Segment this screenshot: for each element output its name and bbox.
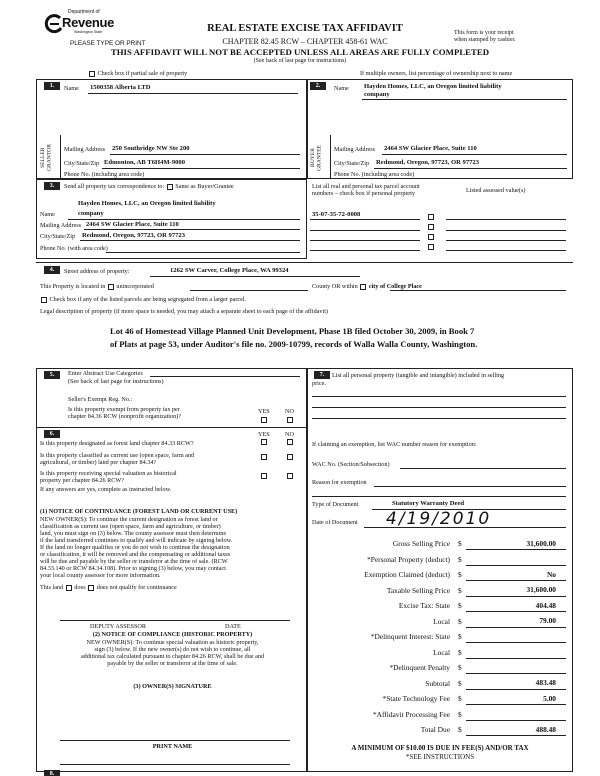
county-or-label: County OR within [312,283,358,290]
partial-sale-checkbox[interactable] [89,71,95,77]
personal-property-label-2: price. [312,380,326,387]
seller-mail[interactable]: 250 Southridge NW Ste 200 [112,145,190,152]
correspondence-label: Send all property tax correspondence to: [64,183,165,190]
this-land-label: This land [40,584,64,591]
receipt-note-2: when stamped by cashier. [454,37,516,43]
seller-name-label: Name [64,85,79,92]
doc-date[interactable]: 4/19/2010 [386,509,492,529]
notice-1-line-8: 84.33.140 or RCW 84.34.108). Prior to signing (3) below, you may contact [40,565,226,572]
abstract-label: Enter Abstract Use Categories [68,370,143,377]
form-instructions: (See back of last page for instructions) [253,58,347,64]
tax-row-currency: $ [458,632,462,641]
tax-row-currency: $ [458,539,462,548]
does-not-checkbox[interactable] [88,585,94,591]
tax-row-value[interactable]: 404.48 [535,600,556,610]
buyer-side-label: BUYER GRANTEE [310,144,323,172]
tax-row-currency: $ [458,678,462,688]
segregated-label: Check box if any of the listed parcels are being segregated from a larger parcel. [49,296,247,303]
tax-row-line [466,580,566,581]
buyer-mail-label: Mailing Address [334,146,376,153]
form-title: REAL ESTATE EXCISE TAX AFFIDAVIT [207,23,403,34]
tax-row-label: Total Due [420,725,450,734]
s6-q3-yes-checkbox[interactable] [261,473,267,479]
s5-yes-label: YES [258,408,270,415]
tax-row-line [466,735,566,736]
buyer-name-label: Name [334,85,349,92]
tax-row-currency: $ [458,616,462,626]
notice-1-line-1: NEW OWNER(S): To continue the current designation as forest land or [40,516,218,523]
unincorporated-checkbox[interactable] [108,284,114,290]
s6-q2-yes-checkbox[interactable] [261,454,267,460]
tax-row-label: *Personal Property (deduct) [367,554,450,564]
notice-1-line-5: If the land no longer qualifies or you do not wish to continue the designation [40,544,230,551]
notice-1-line-3: land, you must sign on (3) below. The county assessor must then determine [40,530,227,537]
tax-row-label: Exemption Claimed (deduct) [364,570,450,579]
city-checkbox[interactable] [360,284,366,290]
does-checkbox[interactable] [66,585,72,591]
doc-date-label: Date of Document [312,519,358,526]
tax-row-line [466,549,566,550]
doc-type[interactable]: Statutory Warranty Deed [392,500,465,507]
dept-logo [44,8,116,38]
corr-city-label: City/State/Zip [40,233,76,240]
section-5-badge: 5. [44,371,60,379]
corr-mail[interactable]: 2464 SW Glacier Place, Suite 110 [86,221,179,228]
buyer-phone-label: Phone No. (including area code) [334,171,415,178]
receipt-note-1: This form is your receipt [454,30,514,36]
buyer-mail[interactable]: 2464 SW Glacier Place, Suite 110 [384,145,477,152]
does-not-label: does not qualify for continuance [96,584,177,591]
seller-city[interactable]: Edmonton, AB T6H4M-9000 [104,159,186,166]
street-label: Street address of property: [64,268,130,275]
tax-row-line [466,689,566,690]
abstract-sub: (See back of last page for instructions) [68,378,164,385]
tax-row-currency: $ [458,601,462,610]
tax-row-currency: $ [458,585,462,595]
exempt-reg-label: Seller's Exempt Reg. No.: [68,396,133,403]
parcels-heading-1: List all real and personal tax parcel account [312,183,420,190]
tax-row-label: *Affidavit Processing Fee [372,709,450,719]
tax-row-line [466,611,566,612]
notice-1-title: (1) NOTICE OF CONTINUANCE (FOREST LAND OR CURRENT USE) [40,508,238,515]
s6-if-yes: If any answers are yes, complete as instructed below. [40,486,172,493]
notice-1-line-2: classification as current use (open space, farm and agriculture, or timber) [40,523,221,530]
unincorporated-label: unincorporated [116,283,154,290]
tax-row-line [466,565,566,566]
tax-row-value[interactable]: 5.00 [543,693,556,703]
revenue-logo-icon [44,14,64,34]
tax-row-label: Subtotal [425,678,450,688]
tax-row-line [466,720,566,721]
parcel-1-checkbox[interactable] [428,214,434,220]
s5-question-1: Is this property exempt from property tax per [68,406,180,413]
tax-row-line [466,704,566,705]
tax-row-currency: $ [458,647,462,657]
s5-question-2: chapter 84.36 RCW (nonprofit organization)? [68,413,182,420]
tax-row-value[interactable]: 31,600.00 [526,585,556,594]
section-7-badge: 7. [314,371,330,379]
tax-row-value[interactable]: 483.48 [535,678,556,687]
exemption-label: If claiming an exemption, list WAC number reason for exemption: [312,441,477,448]
same-as-buyer-label: Same as Buyer/Grantee [175,183,234,190]
section-3-badge: 3. [44,182,60,190]
section-4-badge: 4. [44,266,60,274]
tax-row-line [466,627,566,628]
s5-no-label: NO [285,408,294,415]
section-2-badge: 2. [310,82,326,90]
section-8-badge: 8. [44,770,60,776]
street-address[interactable]: 1262 SW Carver, College Place, WA 99324 [170,267,289,274]
this-land-row [40,584,177,591]
tax-row-label: *Delinquent Penalty [389,663,450,672]
tax-row-label: Local [433,616,450,626]
segregated-checkbox[interactable] [41,297,47,303]
notice-1-line-4: if the land transferred continues to qualify and will indicate by signing below. [40,537,233,544]
tax-row-value[interactable]: No [546,569,556,579]
notice-2-line-1: NEW OWNER(S): To continue special valuation as historic property, [86,639,259,646]
tax-row-line [466,673,566,674]
minimum-note: A MINIMUM OF $10.00 IS DUE IN FEE(S) AND/OR TAX [351,744,529,752]
does-label: does [74,584,86,591]
tax-row-label: Taxable Selling Price [386,585,450,595]
personal-property-label-1: List all personal property (tangible and intangible) included in selling [332,372,505,379]
s6-no-label: NO [285,431,294,438]
seller-name[interactable]: 1500358 Alberta LTD [90,84,151,91]
buyer-name-2[interactable]: company [364,91,390,98]
s6-q3-no-checkbox[interactable] [287,473,293,479]
notice-2-line-4: payable by the seller or transferor at the time of sale. [107,660,238,667]
parcels-value-heading: Listed assessed value(s) [466,187,526,194]
legal-description-1[interactable]: Lot 46 of Homestead Village Planned Unit Development, Phase 1B filed October 30, 2009, in Book 7 [110,326,475,336]
tax-row-label: Gross Selling Price [392,539,450,548]
seller-phone-label: Phone No. (including area code) [64,171,145,178]
print-name-label: PRINT NAME [152,743,193,750]
buyer-city[interactable]: Redmond, Oregon, 97723, OR 97723 [376,159,480,166]
tax-row-currency: $ [458,694,462,703]
logo-state: Washington State [74,30,103,34]
s6-q2-no-checkbox[interactable] [287,454,293,460]
legal-description-2[interactable]: of Plats at page 53, under Auditor's file no. 2009-10799, records of Walla Walla County, Washington. [110,339,478,349]
partial-sale-row [88,70,187,77]
s6-q1-no-checkbox[interactable] [287,439,293,445]
corr-name-2[interactable]: company [78,210,104,217]
wac-no-label: WAC No. (Section/Subsection) [312,461,390,468]
parcel-2-checkbox[interactable] [428,224,434,230]
s6-q3-2: property per chapter 84.26 RCW? [40,477,125,484]
tax-row-label: *Delinquent Interest: State [370,632,450,641]
owner-signature-label: (3) OWNER(S) SIGNATURE [133,683,212,690]
legal-label: Legal description of property (if more space is needed, you may attach a separate sheet to each page of the affidavit) [40,308,328,315]
corr-city[interactable]: Redmond, Oregon, 97723, OR 97723 [82,232,186,239]
corr-name-label: Name [40,211,55,218]
section-1-badge: 1. [44,82,60,90]
corr-name-1[interactable]: Hayden Homes, LLC, an Oregon limited liability [78,200,216,207]
tax-row-line [466,658,566,659]
deputy-assessor-label: DEPUTY ASSESSOR [90,623,146,630]
reason-label: Reason for exemption [312,479,367,486]
s6-q2-1: Is this property classified as current use (open space, farm and [40,452,195,459]
s6-yes-label: YES [258,431,270,438]
deputy-date-label: DATE [225,623,241,630]
s6-q1: Is this property designated as forest land chapter 84.33 RCW? [40,440,194,447]
s5-no-checkbox[interactable] [287,417,293,423]
s6-q3-1: Is this property receiving special valuation as historical [40,470,177,477]
logo-dept: Department of [68,9,100,15]
located-row [40,283,154,290]
tax-row-value[interactable]: 79.00 [539,616,556,625]
tax-row-value[interactable]: 31,600.00 [526,538,556,548]
tax-row-currency: $ [458,570,462,579]
multiple-owners-note: If multiple owners, list percentage of ownership next to name [360,70,513,77]
seller-side-label: SELLER GRANTOR [40,144,53,172]
form-chapter: CHAPTER 82.45 RCW – CHAPTER 458-61 WAC [222,37,388,46]
see-instructions-note: *SEE INSTRUCTIONS [405,753,475,761]
notice-1-line-6: or classification, it will be removed and the compensating or additional taxes [40,551,231,558]
tax-row-label: *State Technology Fee [382,694,450,703]
logo-name: Revenue [62,15,115,30]
same-as-buyer-checkbox[interactable] [167,184,173,190]
partial-sale-label: Check box if partial sale of property [97,70,188,77]
tax-row-line [466,596,566,597]
tax-row-value[interactable]: 488.48 [535,724,556,734]
print-note: PLEASE TYPE OR PRINT [70,40,146,47]
form-warning: THIS AFFIDAVIT WILL NOT BE ACCEPTED UNLESS ALL AREAS ARE FULLY COMPLETED [110,47,490,57]
notice-1-line-9: your local county assessor for more information. [40,572,161,579]
s5-yes-checkbox[interactable] [261,417,267,423]
segregated-row [40,296,246,303]
buyer-name-1[interactable]: Hayden Homes, LLC, an Oregon limited liability [364,83,502,90]
located-label: This Property is located in [40,283,106,290]
notice-1-line-7: will be due and payable by the seller or transferor at the time of sale. (RCW [40,558,228,565]
tax-row-currency: $ [458,663,462,672]
s6-q2-2: agricultural, or timber) land per chapter 84.34? [40,459,157,466]
tax-row-label: Local [433,647,450,657]
seller-mail-label: Mailing Address [64,146,106,153]
notice-2-line-3: additional tax calculated pursuant to chapter 84.26 RCW, shall be due and [80,653,265,660]
buyer-city-label: City/State/Zip [334,160,370,167]
doc-type-label: Type of Document [312,501,359,508]
notice-2-title: (2) NOTICE OF COMPLIANCE (HISTORIC PROPERTY) [92,631,253,638]
correspondence-row [64,183,234,190]
tax-row-currency: $ [458,709,462,719]
s6-q1-yes-checkbox[interactable] [261,439,267,445]
city-of-label: city of College Place [368,283,422,290]
tax-row-line [466,642,566,643]
parcel-number-1[interactable]: 35-07-35-72-0008 [312,211,361,218]
tax-row-currency: $ [458,725,462,734]
parcels-heading-2: numbers – check box if personal property [312,190,416,197]
corr-phone-label: Phone No. (with area code) [40,245,108,252]
seller-city-label: City/State/Zip [64,160,100,167]
corr-mail-label: Mailing Address [40,222,82,229]
parcel-3-checkbox[interactable] [428,234,434,240]
notice-2-line-2: sign (3) below. If the new owner(s) do not wish to continue, all [94,646,251,653]
parcel-4-checkbox[interactable] [428,244,434,250]
section-6-badge: 6. [44,430,60,438]
tax-row-label: Excise Tax: State [398,601,450,610]
tax-row-currency: $ [458,554,462,564]
